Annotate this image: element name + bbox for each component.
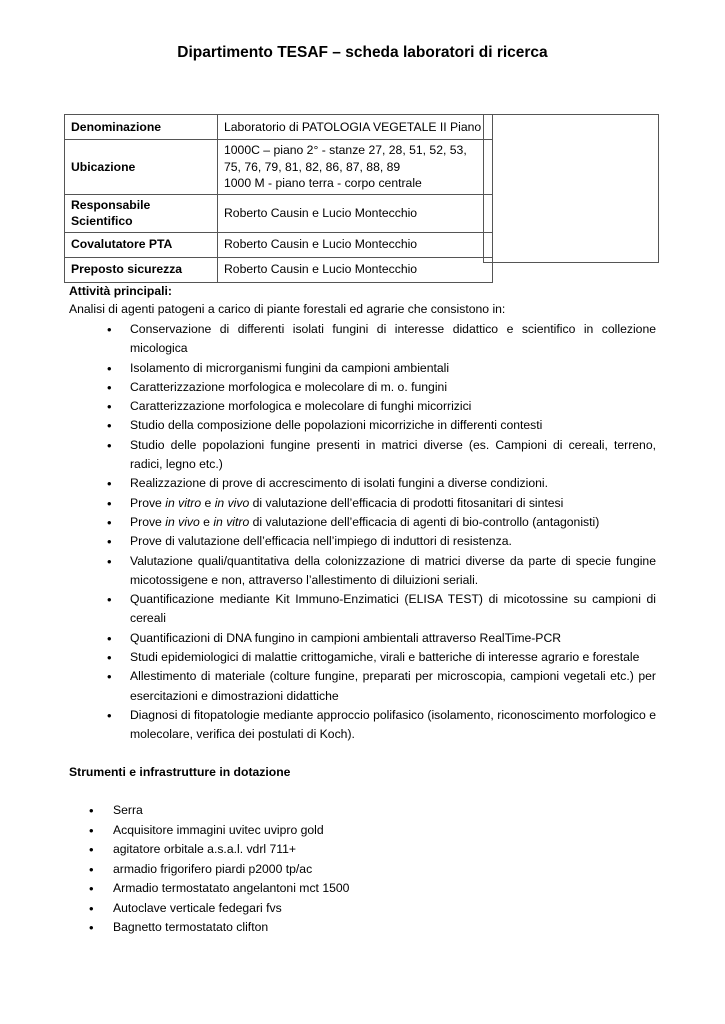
item-text: Studi epidemiologici di malattie crittogamiche, virali e batteriche di interesse agrario e forestale [130,650,640,665]
bullet-icon: • [89,881,94,896]
item-text: e [199,514,214,529]
activities-intro: Analisi di agenti patogeni a carico di piante forestali ed agrarie che consistono in: [69,302,506,316]
italic-term: in vivo [214,495,250,510]
item-text: Quantificazione mediante Kit Immuno-Enzimatici (ELISA TEST) di micotossine su campioni di cereali [130,592,656,626]
table-row [65,115,493,140]
covalutatore-label: Covalutatore PTA [65,232,218,257]
responsabile-value: Roberto Causin e Lucio Montecchio [218,194,493,232]
ubicazione-line: 1000 M - piano terra - corpo centrale [224,176,422,190]
list-item [69,320,656,359]
denominazione-value: Laboratorio di PATOLOGIA VEGETALE II Piano [218,115,493,140]
list-item [69,513,656,532]
list-item [69,359,656,378]
table-row [65,194,493,232]
tool-text: armadio frigorifero piardi p2000 tp/ac [113,861,313,876]
item-text: di valutazione dell’efficacia di agenti di bio-controllo (antagonisti) [249,514,600,529]
bullet-icon: • [89,861,94,877]
list-item [69,532,656,551]
list-item [69,706,656,745]
tool-text: agitatore orbitale a.s.a.l. vdrl 711+ [113,842,297,856]
item-text: Studio delle popolazioni fungine presenti in matrici diverse (es. Campioni di cereali, terreno, radici, legno etc.) [130,437,656,472]
item-text: Allestimento di materiale (colture fungine, preparati per microscopia, campioni vegetali etc.) per esercitazioni e dimostrazioni didattiche [130,669,656,703]
list-item [69,899,569,919]
item-text: di valutazione dell’efficacia di prodotti fitosanitari di sintesi [249,495,564,510]
lab-info-table [64,114,493,283]
item-text: Prove di valutazione dell’efficacia nell’impiego di induttori di resistenza. [130,534,512,549]
bullet-icon: • [107,495,112,511]
bullet-icon: • [107,360,112,376]
bullet-icon: • [107,534,112,550]
item-text: Caratterizzazione morfologica e molecolare di m. o. fungini [130,379,448,394]
list-item [69,397,656,416]
denominazione-label: Denominazione [65,115,218,140]
ubicazione-line: 1000C – piano 2° - stanze 27, 28, 51, 52, 53, [224,143,467,157]
list-item [69,494,656,513]
item-text: Valutazione quali/quantitativa della colonizzazione di matrici diverse da parte di specie fungine micotossigene e non, attraverso l’allestimento di diluizioni seriali. [130,553,656,587]
list-item [69,821,569,841]
bullet-icon: • [89,920,94,935]
activities-list [69,320,656,745]
ubicazione-line: 75, 76, 79, 81, 82, 86, 87, 88, 89 [224,159,401,174]
bullet-icon: • [107,514,112,530]
list-item [69,879,569,899]
item-text: e [201,495,215,510]
list-item [69,918,569,938]
tool-text: Autoclave verticale fedegari fvs [113,900,282,915]
photo-placeholder-box [483,114,659,263]
list-item [69,648,656,667]
list-item [69,801,569,821]
tool-text: Acquisitore immagini uvitec uvipro gold [113,822,324,837]
item-text: Diagnosi di fitopatologie mediante approccio polifasico (isolamento, riconoscimento morfologico e molecolare, verifica dei postulati di Koch). [130,707,656,742]
bullet-icon: • [107,630,112,646]
table-row [65,140,493,195]
bullet-icon: • [107,592,112,608]
ubicazione-label: Ubicazione [65,140,218,195]
page-title: Dipartimento TESAF – scheda laboratori di ricerca [177,44,548,61]
list-item [69,860,569,880]
item-text: Quantificazioni di DNA fungino in campioni ambientali attraverso RealTime-PCR [130,630,562,645]
list-item [69,474,656,493]
bullet-icon: • [89,842,94,857]
bullet-icon: • [107,418,112,434]
bullet-icon: • [107,322,112,337]
bullet-icon: • [107,650,112,666]
bullet-icon: • [89,900,94,916]
bullet-icon: • [107,399,112,415]
ubicazione-value [218,140,493,195]
activities-heading: Attività principali: [69,284,172,298]
bullet-icon: • [107,476,112,492]
tool-text: Bagnetto termostatato clifton [113,920,269,934]
bullet-icon: • [107,379,112,395]
bullet-icon: • [89,803,94,818]
preposto-label: Preposto sicurezza [65,257,218,282]
item-text: Realizzazione di prove di accrescimento di isolati fungini a diverse condizioni. [130,476,548,491]
item-text: Conservazione di differenti isolati fungini di interesse didattico e scientifico in collezione micologica [130,322,656,356]
list-item [69,416,656,435]
list-item [69,590,656,629]
bullet-icon: • [107,437,112,453]
item-text: Prove [130,514,166,529]
italic-term: in vitro [213,514,250,529]
tools-heading: Strumenti e infrastrutture in dotazione [69,765,291,779]
bullet-icon: • [89,822,94,838]
item-text: Studio della composizione delle popolazioni micorriziche in differenti contesti [130,418,543,433]
responsabile-label: Responsabile Scientifico [65,194,218,232]
item-text: Isolamento di microrganismi fungini da campioni ambientali [130,360,450,375]
table-row [65,232,493,257]
preposto-value: Roberto Causin e Lucio Montecchio [218,257,493,282]
tool-text: Serra [113,803,143,817]
italic-term: in vivo [165,514,200,529]
item-text: Prove [130,495,166,510]
bullet-icon: • [107,707,112,723]
bullet-icon: • [107,553,112,569]
tools-list [69,801,569,938]
item-text: Caratterizzazione morfologica e molecolare di funghi micorrizici [130,399,472,414]
italic-term: in vitro [165,495,202,510]
table-row [65,257,493,282]
list-item [69,840,569,860]
covalutatore-value: Roberto Causin e Lucio Montecchio [218,232,493,257]
list-item [69,436,656,475]
tool-text: Armadio termostatato angelantoni mct 1500 [113,881,350,895]
list-item [69,378,656,397]
list-item [69,667,656,706]
list-item [69,552,656,591]
list-item [69,629,656,648]
bullet-icon: • [107,669,112,685]
